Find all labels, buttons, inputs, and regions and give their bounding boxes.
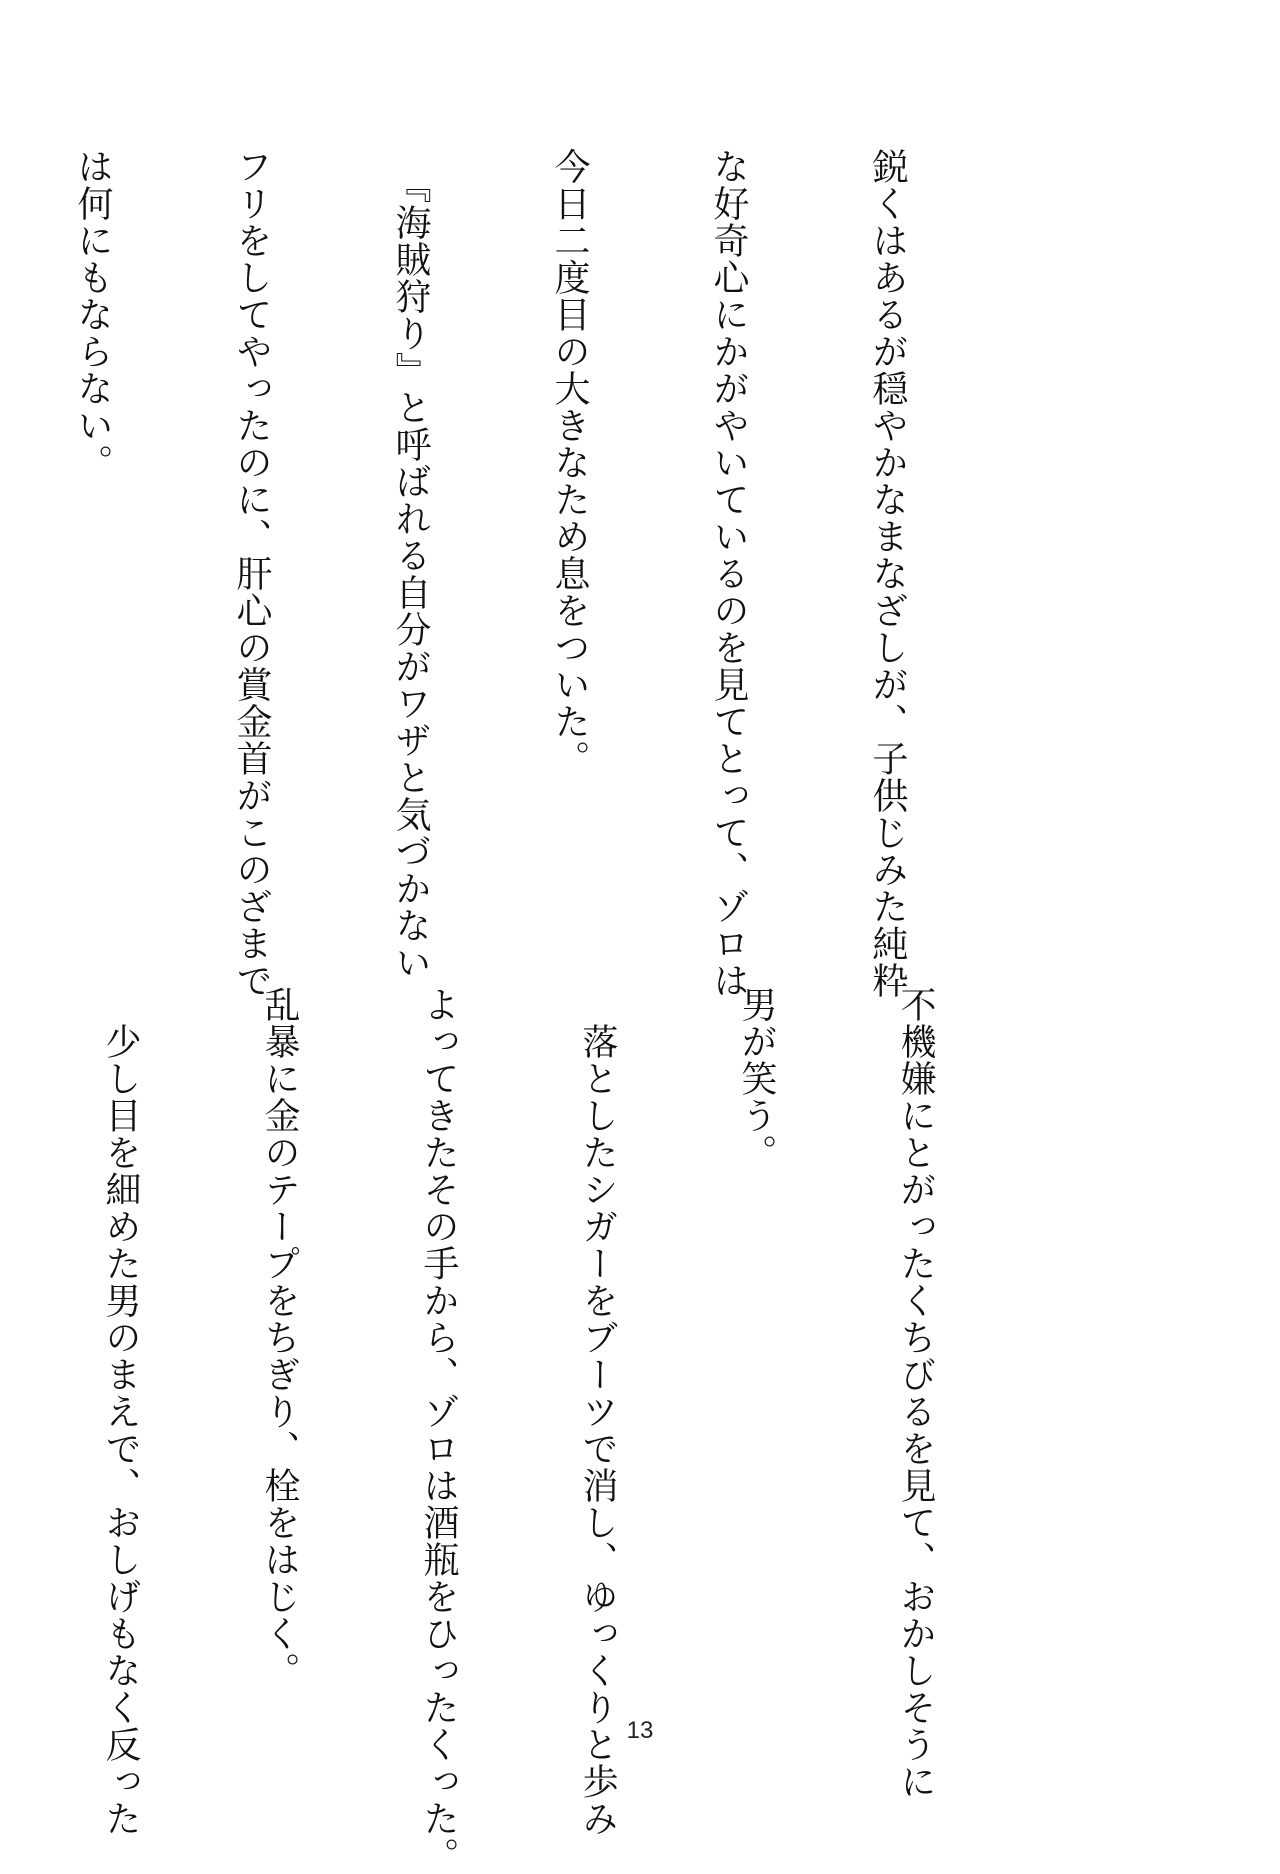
page-number: 13 [626, 1717, 654, 1744]
text-line: 少し目を細めた男のまえで、おしげもなく反った [100, 986, 141, 1837]
text-line: 男が笑う。 [736, 986, 777, 1171]
text-line: 落としたシガーをブーツで消し、ゆっくりと歩み [577, 986, 618, 1837]
text-line: な好奇心にかがやいているのを見てとって、ゾロは [708, 148, 749, 999]
text-line: 鋭くはあるが穏やかなまなざしが、子供じみた純粋 [867, 148, 908, 999]
text-line: 乱暴に金のテープをちぎり、栓をはじく。 [259, 986, 300, 1689]
text-line: 不機嫌にとがったくちびるを見て、おかしそうに [895, 986, 936, 1800]
text-line: フリをしてやったのに、肝心の賞金首がこのざまで [231, 148, 272, 999]
text-line: よってきたその手から、ゾロは酒瓶をひったくった。 [418, 986, 459, 1874]
upper-text-block [72, 148, 1020, 999]
text-line: 『海賊狩り』と呼ばれる自分がワザと気づかない [390, 148, 431, 981]
text-line: は何にもならない。 [72, 148, 113, 481]
text-line: 今日二度目の大きなため息をついた。 [549, 148, 590, 777]
